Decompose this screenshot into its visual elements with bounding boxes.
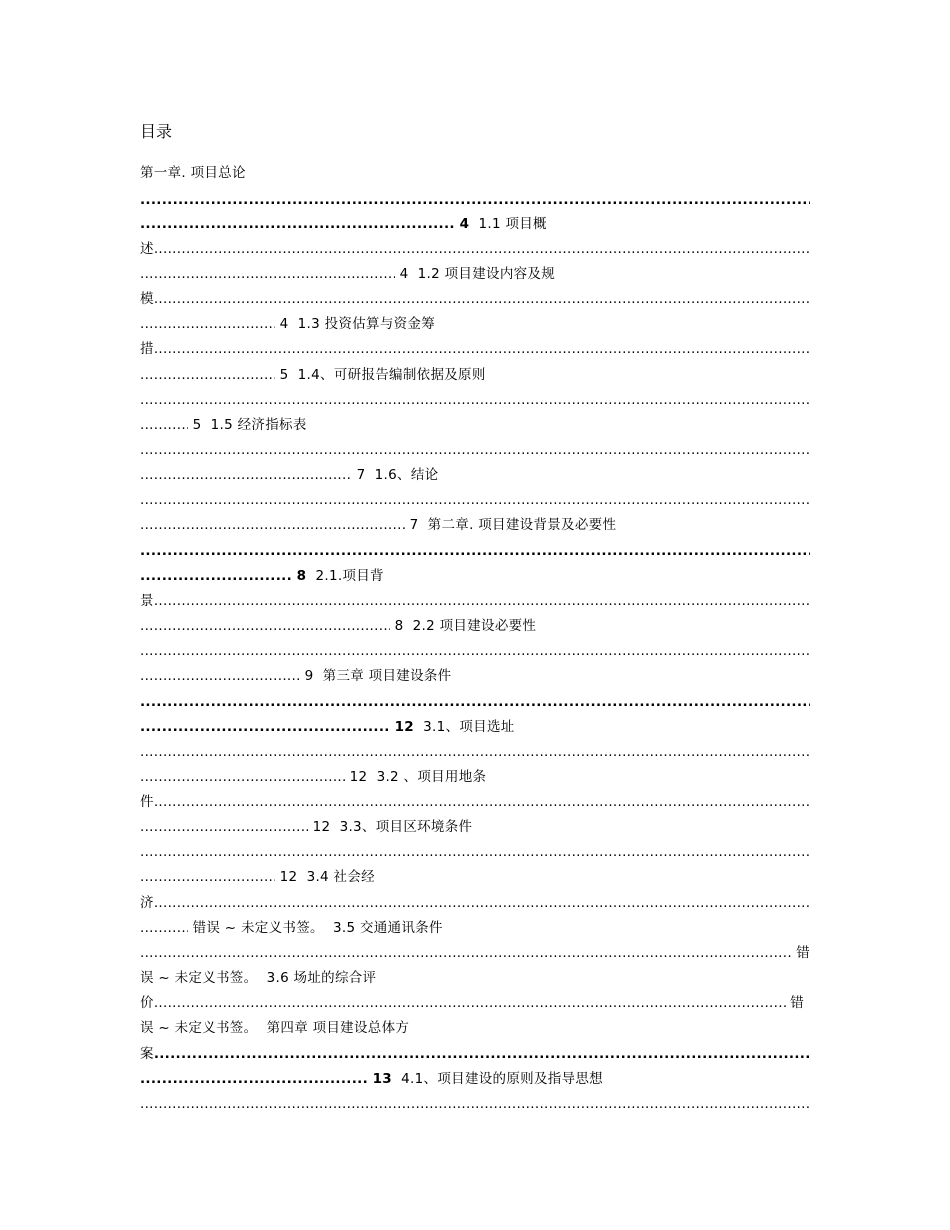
dot-leader bbox=[140, 214, 455, 234]
toc-entry-1-2[interactable]: ..... 4 1.2 项目建设内容及规 bbox=[140, 264, 810, 284]
toc-entry-1-3[interactable]: ..... 4 1.3 投资估算与资金筹 bbox=[140, 314, 810, 334]
page-number: 12 bbox=[279, 869, 298, 885]
toc-entry-chapter2[interactable]: ..... 7 第二章. 项目建设背景及必要性 bbox=[140, 515, 810, 535]
toc-entry-1-6[interactable]: ..... 7 1.6、结论 bbox=[140, 465, 810, 485]
toc-entry-3-6[interactable]: 误 ~ 未定义书签。 3.6 场址的综合评 bbox=[140, 970, 377, 986]
dot-leader bbox=[140, 566, 292, 586]
page-number: 12 bbox=[394, 719, 414, 735]
dot-leader bbox=[140, 440, 810, 460]
toc-entry-2-1-cont: 景 ..... bbox=[140, 591, 810, 611]
page-number: 8 bbox=[296, 568, 307, 584]
toc-entry-3-1[interactable]: ..... 12 3.1、项目选址 bbox=[140, 717, 810, 737]
toc-entry-chapter3[interactable]: ..... 9 第三章 项目建设条件 bbox=[140, 666, 810, 686]
page-number: 误 ~ 未定义书签。 bbox=[140, 970, 258, 986]
page-number: 错 bbox=[786, 993, 810, 1013]
page-number: 7 bbox=[409, 517, 419, 533]
dot-leader bbox=[140, 365, 275, 385]
toc-entry-1-1[interactable]: ..... 4 1.1 项目概 bbox=[140, 214, 810, 234]
dot-leader bbox=[140, 666, 300, 686]
toc-entry-1-2-cont: 模 ..... bbox=[140, 289, 810, 309]
dot-leader bbox=[140, 641, 810, 661]
dot-leader bbox=[140, 314, 275, 334]
toc-entry-2-2[interactable]: ..... 8 2.2 项目建设必要性 bbox=[140, 616, 810, 636]
page-number: 13 bbox=[372, 1071, 392, 1087]
dot-leader bbox=[140, 918, 188, 938]
toc-entry-1-5[interactable]: ..... 5 1.5 经济指标表 bbox=[140, 415, 810, 435]
toc-entry-1-1-cont: 述 ..... bbox=[140, 239, 810, 259]
toc-entry-3-6-cont: 价 错 ..... bbox=[140, 993, 810, 1013]
dot-leader bbox=[140, 390, 810, 410]
toc-entry-3-3[interactable]: ..... 12 3.3、项目区环境条件 bbox=[140, 817, 810, 837]
page-number: 12 bbox=[349, 769, 368, 785]
page-number: 4 bbox=[459, 216, 470, 232]
toc-entry-3-2-cont: 件 ..... bbox=[140, 792, 810, 812]
page-number: 误 ~ 未定义书签。 bbox=[140, 1020, 258, 1036]
dot-leader bbox=[140, 490, 810, 510]
page-number: 4 bbox=[399, 266, 409, 282]
toc-entry-4-1[interactable]: ..... 13 4.1、项目建设的原则及指导思想 bbox=[140, 1069, 810, 1089]
toc-entry-3-4-cont: 济 ..... bbox=[140, 893, 810, 913]
dot-leader bbox=[140, 867, 275, 887]
dot-leader bbox=[140, 742, 810, 762]
dot-leader bbox=[140, 943, 810, 963]
dot-leader bbox=[140, 717, 390, 737]
dot-leader bbox=[140, 264, 395, 284]
dot-leader bbox=[140, 842, 810, 862]
page-number: 9 bbox=[304, 668, 314, 684]
dot-leader bbox=[140, 541, 810, 561]
toc-entry-3-2[interactable]: ..... 12 3.2 、项目用地条 bbox=[140, 767, 810, 787]
toc-entry-1-3-cont: 措 ..... bbox=[140, 339, 810, 359]
page-number: 5 bbox=[192, 417, 202, 433]
toc-entry-2-1[interactable]: ..... 8 2.1.项目背 bbox=[140, 566, 810, 586]
dot-leader bbox=[140, 1094, 810, 1114]
dot-leader bbox=[140, 515, 405, 535]
toc-entry-chapter4-cont: 案 ..... bbox=[140, 1044, 810, 1064]
page-number: 7 bbox=[356, 467, 366, 483]
toc-entry-chapter4[interactable]: 误 ~ 未定义书签。 第四章 项目建设总体方 bbox=[140, 1020, 410, 1036]
toc-entry-3-4[interactable]: ..... 12 3.4 社会经 bbox=[140, 867, 810, 887]
page-number: 8 bbox=[394, 618, 404, 634]
page-number: 错误 ~ 未定义书签。 bbox=[192, 920, 324, 936]
toc-entry-1-4[interactable]: ..... 5 1.4、可研报告编制依据及原则 bbox=[140, 365, 810, 385]
page-number: 12 bbox=[312, 819, 331, 835]
toc-heading: 目录 bbox=[140, 122, 173, 141]
dot-leader bbox=[140, 190, 810, 210]
dot-leader bbox=[140, 465, 352, 485]
dot-leader bbox=[140, 817, 308, 837]
dot-leader bbox=[140, 616, 390, 636]
page-number: 错 bbox=[792, 943, 810, 963]
dot-leader bbox=[140, 767, 345, 787]
dot-leader bbox=[140, 692, 810, 712]
page-number: 4 bbox=[279, 316, 289, 332]
dot-leader bbox=[140, 1069, 368, 1089]
toc-entry-3-5[interactable]: ..... 错误 ~ 未定义书签。 3.5 交通通讯条件 bbox=[140, 918, 810, 938]
toc-entry-chapter1[interactable]: 第一章. 项目总论 bbox=[140, 165, 246, 181]
page-number: 5 bbox=[279, 367, 289, 383]
dot-leader bbox=[140, 415, 188, 435]
